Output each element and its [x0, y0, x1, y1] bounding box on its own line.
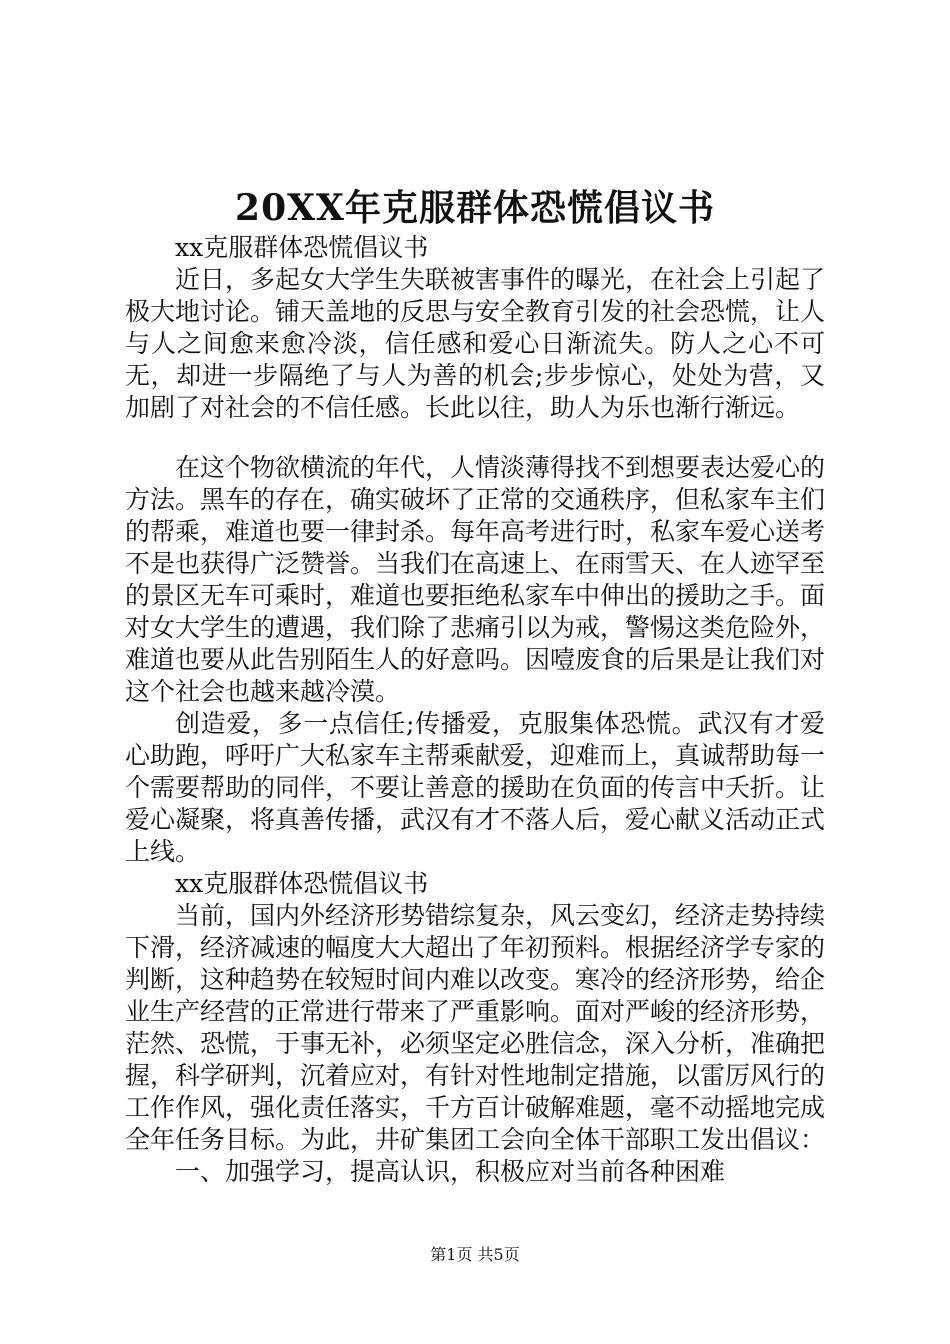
paragraph: 在这个物欲横流的年代，人情淡薄得找不到想要表达爱心的方法。黑车的存在，确实破坏了正常的交通秩序，但私家车主们的帮乘，难道也要一律封杀。每年高考进行时，私家车爱心送考不是也获得广泛赞誉。当我们在高速上、在雨雪天、在人迹罕至的景区无车可乘时，难道也要拒绝私家车中伸出的援助之手。面对女大学生的遭遇，我们除了悲痛引以为戒，警惕这类危险外，难道也要从此告别陌生人的好意吗。因噎废食的后果是让我们对这个社会也越来越冷漠。 — [125, 453, 826, 706]
subtitle-line: xx克服群体恐慌倡议书 — [175, 869, 429, 898]
subtitle-line: xx克服群体恐慌倡议书 — [175, 233, 429, 262]
document-body — [125, 232, 825, 1188]
section-heading: 一、加强学习，提高认识，积极应对当前各种困难 — [175, 1157, 726, 1186]
paragraph: 创造爱，多一点信任;传播爱，克服集体恐慌。武汉有才爱心助跑，呼吁广大私家车主帮乘献爱，迎难而上，真诚帮助每一个需要帮助的同伴，不要让善意的援助在负面的传言中夭折。让爱心凝聚，将真善传播，武汉有才不落人后，爱心献义活动正式上线。 — [125, 709, 826, 866]
document-title: 20XX年克服群体恐慌倡议书 — [235, 187, 715, 229]
page-footer: 第1页 共5页 — [430, 1245, 520, 1264]
paragraph: 近日，多起女大学生失联被害事件的曝光，在社会上引起了极大地讨论。铺天盖地的反思与安全教育引发的社会恐慌，让人与人之间愈来愈冷淡，信任感和爱心日渐流失。防人之心不可无，却进一步隔绝了与人为善的机会;步步惊心，处处为营，又加剧了对社会的不信任感。长此以往，助人为乐也渐行渐远。 — [125, 265, 826, 422]
paragraph: 当前，国内外经济形势错综复杂，风云变幻，经济走势持续下滑，经济减速的幅度大大超出了年初预料。根据经济学专家的判断，这种趋势在较短时间内难以改变。寒冷的经济形势，给企业生产经营的正常进行带来了严重影响。面对严峻的经济形势，茫然、恐慌，于事无补，必须坚定必胜信念，深入分析，准确把握，科学研判，沉着应对，有针对性地制定措施，以雷厉风行的工作作风，强化责任落实，千方百计破解难题，毫不动摇地完成全年任务目标。为此，井矿集团工会向全体干部职工发出倡议： — [125, 901, 826, 1154]
